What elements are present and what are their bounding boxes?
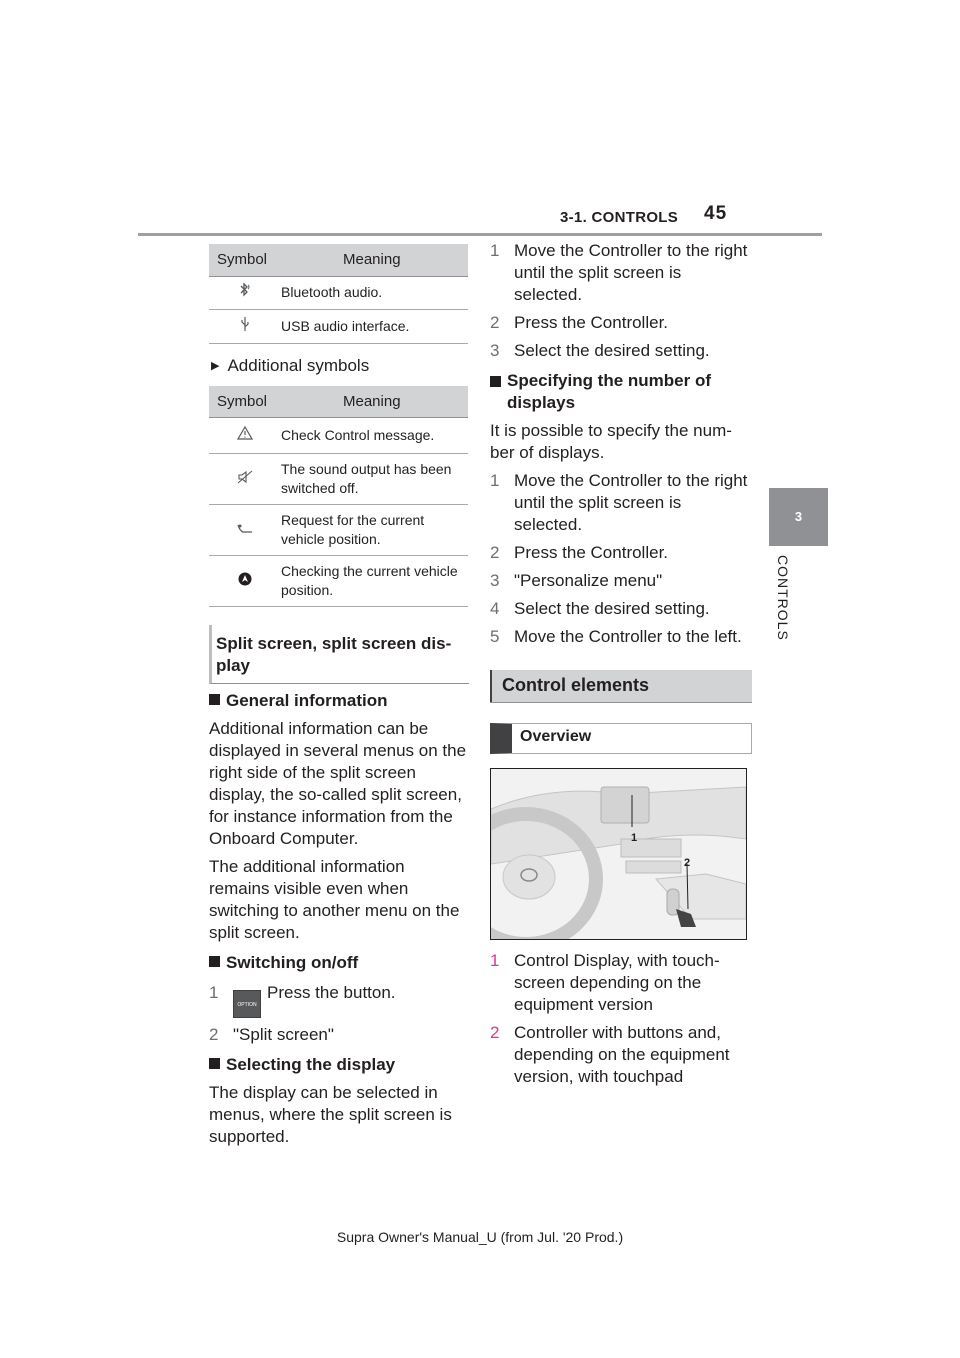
selecting-heading: Selecting the display (209, 1054, 469, 1076)
usb-icon (209, 309, 281, 343)
table-row (209, 454, 468, 505)
meaning-text: Checking the current vehicle position. (281, 556, 468, 607)
step-item: 2 Press the Controller. (490, 543, 669, 562)
number-of-displays-heading: Specifying the number of displays (490, 370, 752, 414)
col-meaning: Meaning (281, 386, 468, 418)
table-row (209, 418, 468, 454)
vehicle-position-check-icon (209, 556, 281, 607)
square-bullet-icon (209, 1058, 220, 1069)
step-item: 1 OPTIONPress the button. (209, 982, 469, 1018)
legend-item: 2 Controller with buttons and, depending on the equipment version, with touchpad (490, 1023, 730, 1086)
right-column (490, 240, 752, 1088)
vehicle-position-request-icon (209, 505, 281, 556)
meaning-text: Request for the current vehicle position. (281, 505, 468, 556)
square-bullet-icon (209, 694, 220, 705)
step-item: 3 "Personalize menu" (490, 571, 663, 590)
general-information-text-2: The additional information remains visible even when switching to another menu on the split screen. (209, 857, 460, 942)
col-symbol: Symbol (209, 386, 281, 418)
control-elements-heading: Control elements (490, 670, 752, 703)
step-item: 3 Select the desired setting. (490, 341, 710, 360)
number-of-displays-text: It is possible to specify the num-ber of displays. (490, 421, 732, 462)
meaning-text: Bluetooth audio. (281, 276, 468, 309)
chapter-tab: 3 (769, 488, 828, 546)
bluetooth-audio-icon (209, 276, 281, 309)
selecting-text: The display can be selected in menus, where the split screen is supported. (209, 1083, 452, 1146)
callout-1: 1 (631, 832, 638, 844)
page-footer: Supra Owner's Manual_U (from Jul. '20 Prod.) (336, 1229, 624, 1245)
square-bullet-icon (490, 376, 501, 387)
speaker-muted-icon (209, 454, 281, 505)
callout-2: 2 (684, 857, 691, 869)
header-rule (138, 233, 822, 236)
switching-heading: Switching on/off (209, 952, 469, 974)
table-row (209, 556, 468, 607)
general-information-heading: General information (209, 690, 469, 712)
table-row (209, 309, 468, 343)
step-item: 4 Select the desired setting. (490, 599, 710, 618)
table-row (209, 276, 468, 309)
warning-triangle-icon (209, 418, 281, 454)
triangle-right-icon: ▶ (211, 359, 220, 372)
overview-heading: Overview (490, 723, 752, 754)
step-item: 2 "Split screen" (209, 1025, 334, 1044)
step-item: 5 Move the Controller to the left. (490, 627, 742, 646)
cockpit-illustration (490, 768, 747, 940)
col-symbol: Symbol (209, 244, 281, 276)
page-number: 45 (704, 203, 728, 224)
option-button-icon: OPTION (233, 990, 261, 1018)
step-item: 1 Move the Controller to the right until the split screen is selected. (490, 241, 748, 304)
cockpit-drawing (491, 769, 746, 939)
chapter-label: CONTROLS (775, 555, 791, 641)
square-bullet-icon (209, 956, 220, 967)
table-row (209, 505, 468, 556)
legend-item: 1 Control Display, with touch-screen depending on the equipment version (490, 951, 720, 1014)
meaning-text: The sound output has been switched off. (281, 454, 468, 505)
symbol-table-additional (209, 386, 468, 608)
meaning-text: Check Control message. (281, 418, 468, 454)
split-screen-heading: Split screen, split screen dis-play (209, 625, 469, 684)
step-item: 1 Move the Controller to the right until the split screen is selected. (490, 471, 748, 534)
meaning-text: USB audio interface. (281, 309, 468, 343)
general-information-text: Additional information can be displayed in several menus on the right side of the split screen display, the so-called split screen, for instance information from the Onboard Computer. (209, 719, 467, 848)
section-title: 3-1. CONTROLS (560, 209, 679, 226)
left-column (209, 244, 469, 1148)
step-item: 2 Press the Controller. (490, 313, 669, 332)
col-meaning: Meaning (281, 244, 468, 276)
symbol-table-audio (209, 244, 468, 344)
additional-symbols-heading: ▶ Additional symbols (211, 355, 370, 375)
